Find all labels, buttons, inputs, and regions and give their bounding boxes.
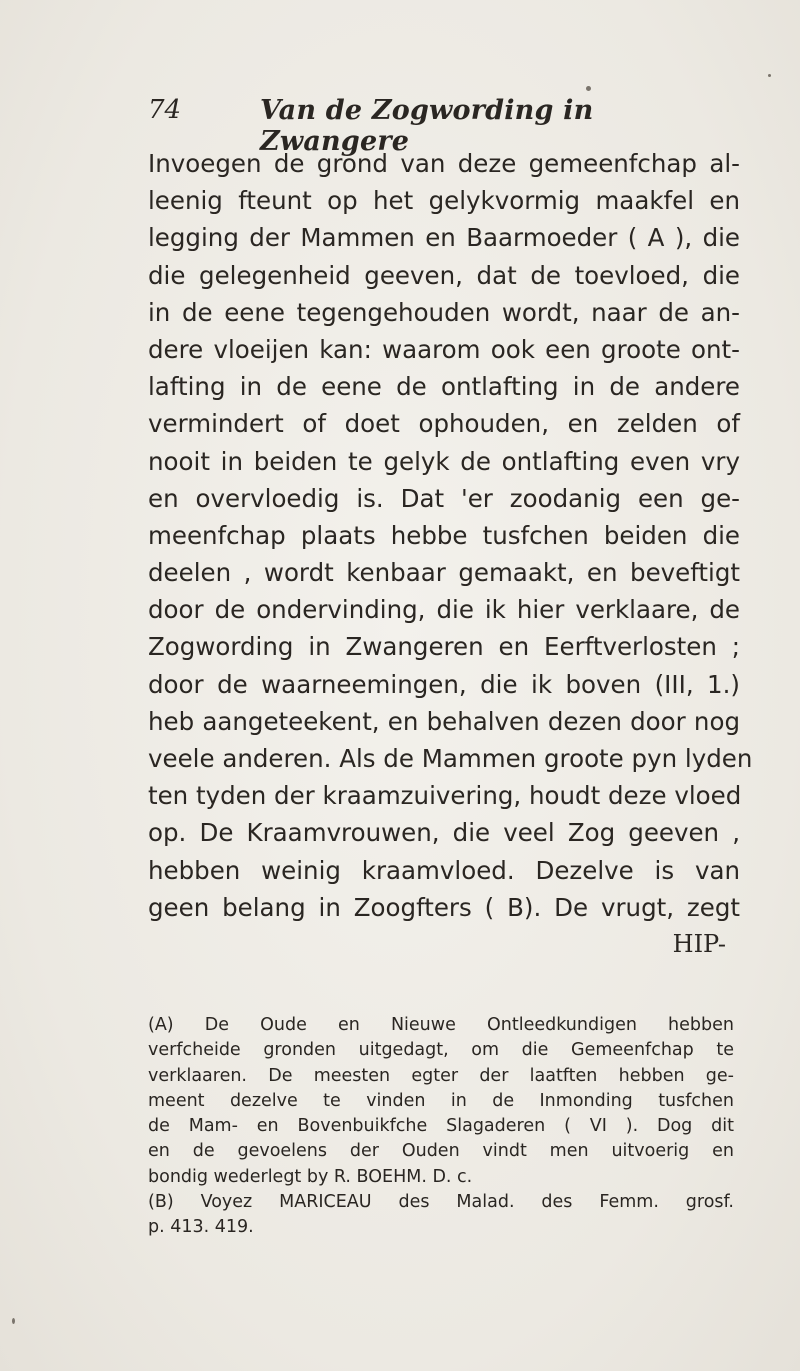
text-line: Zogwording in Zwangeren en Eerftverlosten ; xyxy=(148,632,740,662)
text-line: door de ondervinding, die ik hier verklaare, de xyxy=(148,595,740,625)
page-number: 74 xyxy=(148,95,182,125)
footnotes xyxy=(148,1013,734,1241)
footnote-line: en de gevoelens der Ouden vindt men uitvoerig en xyxy=(148,1141,734,1162)
text-line: heb aangeteekent, en behalven dezen door nog xyxy=(148,706,740,736)
text-line: Invoegen de grond van deze gemeenfchap al- xyxy=(148,149,740,178)
running-title: Van de Zogwording in Zwangere xyxy=(260,95,594,157)
ink-speck xyxy=(12,1318,15,1324)
text-line: dere vloeijen kan: waarom ook een groote ont- xyxy=(148,334,740,364)
footnote-line: (A) De Oude en Nieuwe Ontleedkundigen hebben xyxy=(148,1015,734,1035)
text-line: meenfchap plaats hebbe tusfchen beiden die xyxy=(148,520,740,550)
footnote-line: (B) Voyez MARICEAU des Malad. des Femm. grosf. xyxy=(148,1192,734,1213)
text-line: lafting in de eene de ontlafting in de andere xyxy=(148,372,740,402)
text-line: op. De Kraamvrouwen, die veel Zog geeven , xyxy=(148,818,740,848)
text-line: deelen , wordt kenbaar gemaakt, en beveftigt xyxy=(148,558,740,588)
footnote-line: p. 413. 419. xyxy=(148,1217,254,1238)
footnote-line: verklaaren. De meesten egter der laatften hebben ge- xyxy=(148,1065,734,1086)
text-line: in de eene tegengehouden wordt, naar de an- xyxy=(148,297,740,327)
body-text xyxy=(148,145,753,963)
text-line: geen belang in Zoogfters ( B). De vrugt, zegt xyxy=(148,892,740,922)
text-line: hebben weinig kraamvloed. Dezelve is van xyxy=(148,855,740,885)
ink-speck xyxy=(586,86,591,91)
text-line: legging der Mammen en Baarmoeder ( A ), die xyxy=(148,223,740,253)
footnote-line: meent dezelve te vinden in de Inmonding tusfchen xyxy=(148,1090,734,1111)
catchword: HIP- xyxy=(672,929,726,958)
text-line: leenig fteunt op het gelykvormig maakfel en xyxy=(148,186,740,216)
footnote-line: bondig wederlegt by R. BOEHM. D. c. xyxy=(148,1166,473,1187)
text-line: en overvloedig is. Dat 'er zoodanig een ge- xyxy=(148,483,740,513)
footnote-line: verfcheide gronden uitgedagt, om die Gemeenfchap te xyxy=(148,1040,734,1061)
text-line: veele anderen. Als de Mammen groote pyn lyden xyxy=(148,744,753,773)
page-header xyxy=(148,95,708,157)
text-line: vermindert of doet ophouden, en zelden of xyxy=(148,409,740,439)
ink-speck xyxy=(768,74,771,77)
text-line: ten tyden der kraamzuivering, houdt deze vloed xyxy=(148,781,742,811)
text-line: nooit in beiden te gelyk de ontlafting even vry xyxy=(148,446,740,476)
footnote-line: de Mam- en Bovenbuikfche Slagaderen ( VI ). Dog dit xyxy=(148,1116,734,1137)
text-line: door de waarneemingen, die ik boven (III, 1.) xyxy=(148,669,740,699)
text-line: die gelegenheid geeven, dat de toevloed, die xyxy=(148,260,740,290)
